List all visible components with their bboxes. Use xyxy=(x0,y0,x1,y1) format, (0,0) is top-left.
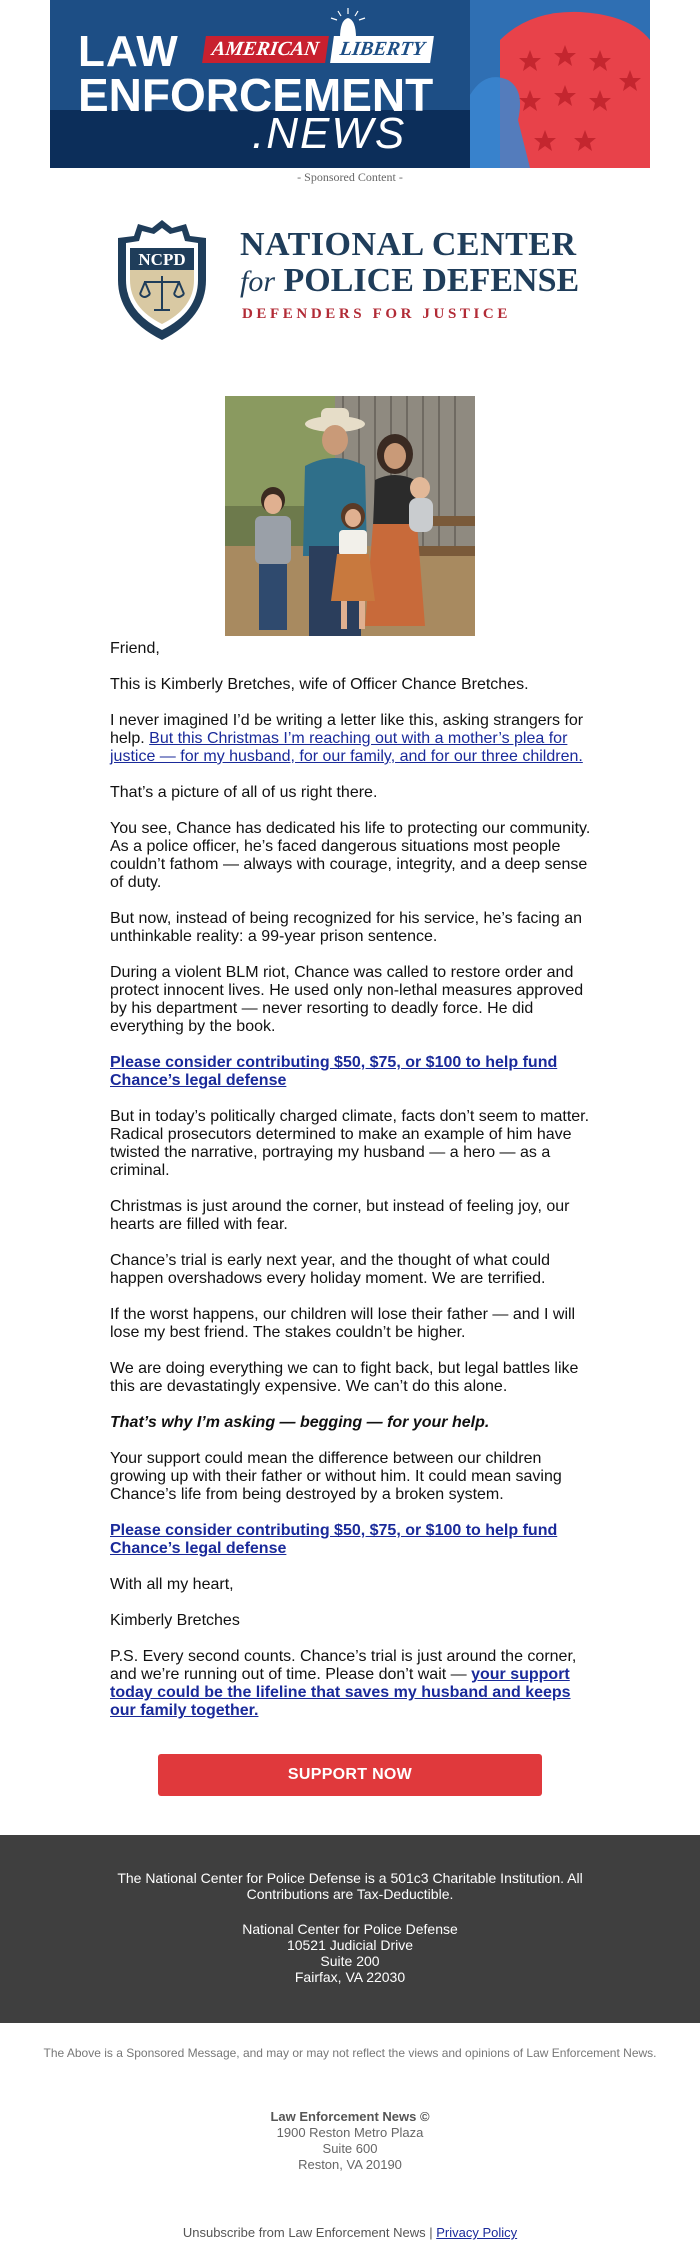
letter-paragraph: Christmas is just around the corner, but instead of feeling joy, our hearts are filled with fear. xyxy=(110,1198,570,1233)
letter-paragraph: But in today’s politically charged climate, facts don’t seem to matter. Radical prosecutors determined to make an example of him have twisted the narrative, portraying my husband — a hero — as a criminal. xyxy=(110,1108,590,1179)
liberty-tag: LIBERTY xyxy=(330,36,434,63)
letter-paragraph: Chance’s trial is early next year, and the thought of what could happen overshadows every holiday moment. We are terrified. xyxy=(110,1252,550,1287)
ps-text: P.S. Every second counts. Chance’s trial is just around the corner, and we’re running out of time. Please don’t wait — xyxy=(110,1648,577,1683)
org-address-name: National Center for Police Defense xyxy=(242,1921,458,1937)
contribute-link-2[interactable]: Please consider contributing $50, $75, or $100 to help fund Chance’s legal defense xyxy=(110,1522,558,1557)
letter-paragraph: During a violent BLM riot, Chance was called to restore order and protect innocent lives. He used only non-lethal measures approved by his department — never resorting to deadly force. He did everything by the book. xyxy=(110,964,584,1035)
banner-title-law: LAW xyxy=(78,27,179,76)
letter-paragraph: Your support could mean the difference between our children growing up with their father or without him. It could mean saving Chance’s life from being destroyed by a broken system. xyxy=(110,1450,562,1503)
sponsored-disclaimer: The Above is a Sponsored Message, and may or may not reflect the views and opinions of Law Enforcement News. xyxy=(43,2046,657,2060)
org-name-for: for xyxy=(240,265,276,298)
org-name-line2 xyxy=(240,262,579,300)
ncpd-badge-icon xyxy=(110,218,214,342)
sponsored-label: - Sponsored Content - xyxy=(297,170,403,184)
org-address-suite: Suite 200 xyxy=(320,1953,380,1969)
letter-paragraph: If the worst happens, our children will lose their father — and I will lose my best friend. The stakes couldn’t be higher. xyxy=(110,1306,576,1341)
site-banner[interactable] xyxy=(50,0,650,168)
svg-text:NCPD: NCPD xyxy=(138,250,186,269)
contribute-link-1[interactable]: Please consider contributing $50, $75, or $100 to help fund Chance’s legal defense xyxy=(110,1054,558,1089)
letter-signature: Kimberly Bretches xyxy=(110,1612,240,1629)
letter-paragraph: That’s a picture of all of us right there. xyxy=(110,784,378,801)
letter-greeting: Friend, xyxy=(110,640,160,657)
ps-support-link[interactable]: your support today could be the lifeline that saves my husband and keeps our family together. xyxy=(110,1666,571,1719)
unsubscribe-link[interactable]: Unsubscribe from Law Enforcement News | xyxy=(182,2225,437,2240)
publisher-suite: Suite 600 xyxy=(322,2141,378,2156)
unsubscribe-line xyxy=(0,2225,700,2240)
letter-text: I never imagined I’d be writing a letter like this, asking strangers for help. xyxy=(110,712,584,747)
publisher-address xyxy=(0,2109,700,2173)
org-name-line1: NATIONAL CENTER xyxy=(240,226,577,263)
letter-paragraph: But now, instead of being recognized for his service, he’s facing an unthinkable reality: a 99-year prison sentence. xyxy=(110,910,582,945)
letter-paragraph xyxy=(110,1522,592,1558)
support-now-button[interactable]: SUPPORT NOW xyxy=(158,1754,542,1796)
banner-title-enforcement: ENFORCEMENT xyxy=(78,69,434,121)
letter-paragraph xyxy=(110,1054,592,1090)
publisher-name: Law Enforcement News © xyxy=(270,2109,430,2124)
letter-postscript xyxy=(110,1648,592,1720)
charity-note: The National Center for Police Defense is a 501c3 Charitable Institution. All Contributions are Tax-Deductible. xyxy=(117,1870,583,1902)
org-tagline: DEFENDERS FOR JUSTICE xyxy=(242,306,511,322)
org-address-city: Fairfax, VA 22030 xyxy=(294,1969,406,1985)
banner-title-news: .NEWS xyxy=(252,109,407,158)
privacy-policy-link[interactable]: Privacy Policy xyxy=(436,2225,518,2240)
plea-link[interactable]: But this Christmas I’m reaching out with a mother’s plea for justice — for my husband, for our family, and for our three children. xyxy=(110,730,583,765)
letter-paragraph: We are doing everything we can to fight back, but legal battles like this are devastatingly expensive. We can’t do this alone. xyxy=(110,1360,579,1395)
letter-emphasis: That’s why I’m asking — begging — for your help. xyxy=(110,1414,490,1431)
org-name-police-defense: POLICE DEFENSE xyxy=(283,262,580,299)
letter-paragraph: You see, Chance has dedicated his life to protecting our community. As a police officer, he’s faced dangerous situations most people couldn’t fathom — always with courage, integrity, and a deep sense of duty. xyxy=(110,820,591,891)
letter-paragraph xyxy=(110,712,592,766)
american-tag: AMERICAN xyxy=(202,36,329,63)
letter-paragraph: This is Kimberly Bretches, wife of Officer Chance Bretches. xyxy=(110,676,529,693)
letter-body xyxy=(110,640,592,1738)
org-footer xyxy=(0,1835,700,2023)
flag-graphic xyxy=(470,0,650,168)
publisher-street: 1900 Reston Metro Plaza xyxy=(276,2125,424,2140)
publisher-city: Reston, VA 20190 xyxy=(298,2157,402,2172)
family-photo xyxy=(225,396,475,636)
org-address xyxy=(0,1921,700,1985)
org-address-street: 10521 Judicial Drive xyxy=(286,1937,414,1953)
letter-closing: With all my heart, xyxy=(110,1576,234,1593)
